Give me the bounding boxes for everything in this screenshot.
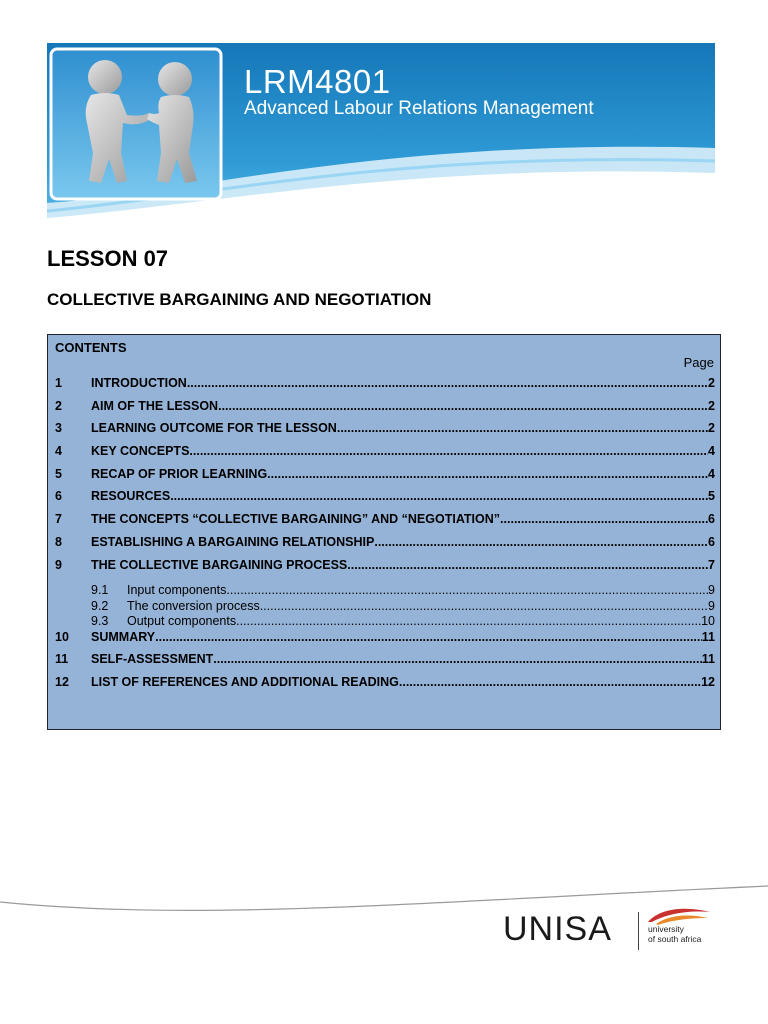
toc-entry-number: 9 bbox=[55, 557, 62, 572]
toc-entry-page: 9 bbox=[708, 598, 715, 613]
toc-entry-page: 5 bbox=[708, 489, 715, 504]
unisa-logo-icon bbox=[646, 906, 712, 926]
contents-box bbox=[47, 334, 721, 730]
toc-entry-relationship[interactable] bbox=[55, 535, 715, 558]
toc-entry-number: 4 bbox=[55, 444, 62, 459]
toc-entry-label: INTRODUCTION bbox=[91, 376, 187, 390]
dot-leader bbox=[347, 558, 708, 572]
toc-entry-label: THE CONCEPTS “COLLECTIVE BARGAINING” AND “NEGOTIATION” bbox=[91, 512, 501, 527]
toc-entry-page: 9 bbox=[708, 583, 715, 598]
dot-leader bbox=[170, 489, 708, 503]
toc-entry-learning-outcome[interactable] bbox=[55, 421, 715, 444]
toc-entry-number: 2 bbox=[55, 398, 62, 413]
toc-entry-number: 3 bbox=[55, 421, 62, 436]
logo-divider bbox=[638, 912, 639, 950]
toc-entry-page: 2 bbox=[708, 398, 715, 413]
toc-entry-aim[interactable] bbox=[55, 399, 715, 422]
toc-entry-page: 12 bbox=[701, 675, 715, 690]
toc-entry-page: 4 bbox=[708, 466, 715, 481]
toc-entry-key-concepts[interactable] bbox=[55, 444, 715, 467]
toc-entry-number: 9.1 bbox=[91, 583, 109, 598]
toc-entry-resources[interactable] bbox=[55, 489, 715, 512]
dot-leader bbox=[155, 630, 702, 644]
toc-entry-label: Output components bbox=[127, 614, 237, 629]
toc-entry-number: 12 bbox=[55, 675, 69, 690]
toc-subentry-output[interactable] bbox=[55, 614, 715, 630]
dot-leader bbox=[500, 512, 708, 526]
toc-entry-label: RESOURCES bbox=[91, 489, 171, 504]
toc-subentry-input[interactable] bbox=[55, 583, 715, 599]
dot-leader bbox=[226, 583, 708, 597]
toc-entry-page: 11 bbox=[701, 629, 715, 644]
course-title: Advanced Labour Relations Management bbox=[244, 98, 594, 119]
lesson-number: LESSON 07 bbox=[47, 246, 169, 271]
toc-entry-page: 6 bbox=[708, 512, 715, 527]
dot-leader bbox=[213, 652, 702, 666]
toc-entry-introduction[interactable] bbox=[55, 376, 715, 399]
page-column-label: Page bbox=[683, 355, 714, 370]
toc-entry-summary[interactable] bbox=[55, 630, 715, 653]
dot-leader bbox=[337, 421, 708, 435]
toc-subentry-conversion[interactable] bbox=[55, 599, 715, 615]
unisa-subtitle bbox=[648, 925, 701, 944]
toc-entry-label: ESTABLISHING A BARGAINING RELATIONSHIP bbox=[91, 534, 375, 549]
toc-entry-number: 9.2 bbox=[91, 598, 109, 613]
toc-entry-label: THE COLLECTIVE BARGAINING PROCESS bbox=[91, 557, 348, 572]
toc-entry-page: 6 bbox=[708, 534, 715, 549]
toc-entry-number: 6 bbox=[55, 489, 62, 504]
toc-entry-label: SUMMARY bbox=[91, 629, 156, 644]
dot-leader bbox=[267, 467, 708, 481]
toc-entry-label: Input components bbox=[127, 583, 227, 598]
toc-entry-page: 11 bbox=[701, 652, 715, 667]
toc-entry-number: 10 bbox=[55, 629, 69, 644]
unisa-subtitle-line-1: university bbox=[648, 924, 684, 934]
unisa-wordmark: UNISA bbox=[503, 910, 612, 948]
toc-entry-number: 8 bbox=[55, 534, 62, 549]
dot-leader bbox=[374, 535, 708, 549]
toc-entry-references[interactable] bbox=[55, 675, 715, 698]
dot-leader bbox=[260, 599, 708, 613]
toc-entry-number: 7 bbox=[55, 512, 62, 527]
unisa-subtitle-line-2: of south africa bbox=[648, 933, 702, 944]
contents-list bbox=[55, 376, 715, 698]
toc-entry-page: 10 bbox=[701, 614, 715, 629]
toc-entry-label: LEARNING OUTCOME FOR THE LESSON bbox=[91, 421, 337, 436]
toc-entry-label: SELF-ASSESSMENT bbox=[91, 652, 214, 667]
dot-leader bbox=[218, 399, 708, 413]
toc-entry-concepts[interactable] bbox=[55, 512, 715, 535]
toc-entry-number: 1 bbox=[55, 376, 62, 390]
dot-leader bbox=[187, 376, 708, 390]
toc-entry-label: The conversion process bbox=[127, 598, 260, 613]
dot-leader bbox=[236, 614, 701, 628]
toc-entry-page: 2 bbox=[708, 376, 715, 390]
dot-leader bbox=[399, 675, 701, 689]
toc-entry-page: 2 bbox=[708, 421, 715, 436]
toc-entry-number: 5 bbox=[55, 466, 62, 481]
contents-heading: CONTENTS bbox=[55, 340, 127, 355]
toc-entry-label: KEY CONCEPTS bbox=[91, 444, 190, 459]
lesson-title: COLLECTIVE BARGAINING AND NEGOTIATION bbox=[47, 290, 432, 309]
toc-entry-label: AIM OF THE LESSON bbox=[91, 398, 219, 413]
toc-entry-page: 7 bbox=[708, 557, 715, 572]
toc-entry-number: 9.3 bbox=[91, 614, 109, 629]
toc-entry-label: LIST OF REFERENCES AND ADDITIONAL READING bbox=[91, 675, 399, 690]
toc-entry-recap[interactable] bbox=[55, 467, 715, 490]
dot-leader bbox=[189, 444, 708, 458]
course-banner bbox=[47, 43, 715, 243]
toc-entry-page: 4 bbox=[708, 444, 715, 459]
toc-entry-number: 11 bbox=[55, 652, 69, 667]
toc-entry-self-assessment[interactable] bbox=[55, 652, 715, 675]
toc-entry-process[interactable] bbox=[55, 558, 715, 581]
course-code: LRM4801 bbox=[244, 63, 391, 100]
toc-entry-label: RECAP OF PRIOR LEARNING bbox=[91, 466, 268, 481]
